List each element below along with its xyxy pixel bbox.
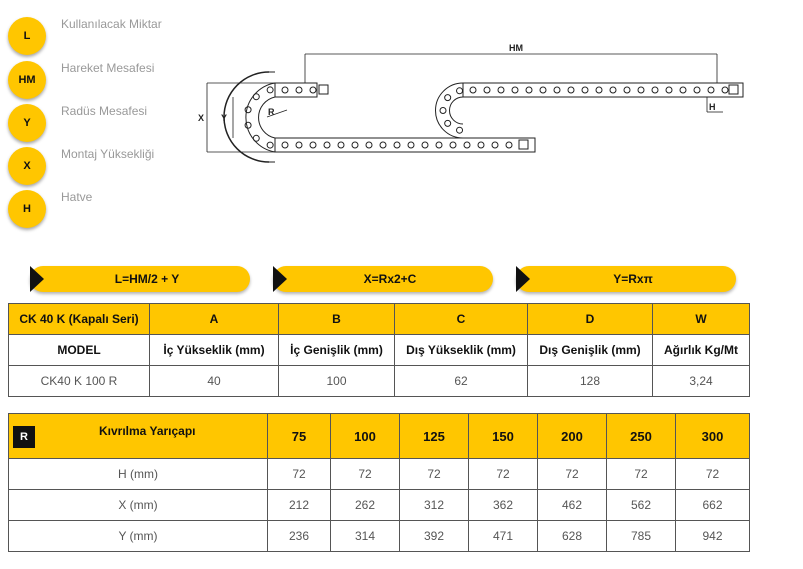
- chain-link-pin: [464, 142, 470, 148]
- chain-link-pin: [422, 142, 428, 148]
- chain-link-pin: [440, 108, 446, 114]
- r-badge: R: [13, 426, 35, 448]
- chain-link-pin: [708, 87, 714, 93]
- radius-col: 300: [676, 414, 750, 459]
- chain-link-pin: [310, 142, 316, 148]
- chain-link-pin: [380, 142, 386, 148]
- table-row: [9, 521, 750, 552]
- table-cell: 236: [268, 521, 331, 552]
- legend-badge: L: [8, 17, 46, 55]
- chain-link-pin: [596, 87, 602, 93]
- spec-value-row: [9, 366, 750, 397]
- row-label: X (mm): [9, 490, 268, 521]
- table-cell: Dış Genişlik (mm): [528, 335, 653, 366]
- table-cell: 212: [268, 490, 331, 521]
- radius-header-row: [9, 414, 750, 459]
- chain-link-pin: [324, 142, 330, 148]
- formula-text: X=Rx2+C: [363, 272, 417, 286]
- chain-link-pin: [296, 87, 302, 93]
- table-cell: 262: [331, 490, 400, 521]
- chain-link-pin: [310, 87, 316, 93]
- end-marker-bottom: [519, 140, 528, 149]
- chain-link-pin: [445, 120, 451, 126]
- table-cell: 392: [400, 521, 469, 552]
- chain-link-pin: [445, 95, 451, 101]
- table-cell: CK40 K 100 R: [9, 366, 150, 397]
- table-cell: 62: [395, 366, 528, 397]
- formula-x: [273, 266, 493, 292]
- chain-link-pin: [457, 88, 463, 94]
- spec-header-row: [9, 304, 750, 335]
- chain-link-pin: [245, 107, 251, 113]
- chain-bottom-run: [275, 138, 535, 152]
- chain-link-pin: [554, 87, 560, 93]
- table-cell: Dış Yükseklik (mm): [395, 335, 528, 366]
- spec-table: [8, 303, 750, 397]
- table-cell: 362: [469, 490, 538, 521]
- table-cell: MODEL: [9, 335, 150, 366]
- legend-badge: X: [8, 147, 46, 185]
- chain-link-pin: [624, 87, 630, 93]
- left-bend-inner: [259, 97, 275, 138]
- table-cell: 785: [607, 521, 676, 552]
- formula-text: L=HM/2 + Y: [114, 272, 180, 286]
- chain-link-pin: [484, 87, 490, 93]
- table-cell: Ağırlık Kg/Mt: [653, 335, 750, 366]
- radius-table: [8, 413, 750, 552]
- radius-col: 250: [607, 414, 676, 459]
- table-cell: 628: [538, 521, 607, 552]
- chain-link-pin: [652, 87, 658, 93]
- spec-label-row: [9, 335, 750, 366]
- table-cell: 72: [331, 459, 400, 490]
- chain-link-pin: [526, 87, 532, 93]
- chain-link-pin: [267, 87, 273, 93]
- chain-link-pin: [568, 87, 574, 93]
- spec-series-cell: CK 40 K (Kapalı Seri): [9, 304, 150, 335]
- table-cell: 942: [676, 521, 750, 552]
- chain-link-pin: [408, 142, 414, 148]
- chain-link-pin: [450, 142, 456, 148]
- row-label: Y (mm): [9, 521, 268, 552]
- formula-text: Y=Rxπ: [613, 272, 653, 286]
- table-cell: 100: [279, 366, 395, 397]
- radius-col: 150: [469, 414, 538, 459]
- spec-col-d: D: [528, 304, 653, 335]
- legend-badge: Y: [8, 104, 46, 142]
- table-cell: 72: [676, 459, 750, 490]
- chain-link-pin: [296, 142, 302, 148]
- legend-text: Hareket Mesafesi: [61, 61, 155, 75]
- r-label: R: [268, 107, 275, 117]
- spec-col-a: A: [150, 304, 279, 335]
- x-label: X: [198, 113, 205, 123]
- end-marker-top-left: [319, 85, 328, 94]
- arrow-icon: [516, 266, 530, 292]
- table-cell: İç Yükseklik (mm): [150, 335, 279, 366]
- table-cell: 3,24: [653, 366, 750, 397]
- hm-label: HM: [509, 43, 523, 53]
- radius-col: 100: [331, 414, 400, 459]
- table-cell: 562: [607, 490, 676, 521]
- y-label: Y: [221, 113, 228, 123]
- table-cell: 314: [331, 521, 400, 552]
- chain-link-pin: [506, 142, 512, 148]
- table-cell: 72: [607, 459, 676, 490]
- legend-text: Hatve: [61, 190, 93, 204]
- chain-link-pin: [282, 142, 288, 148]
- end-marker-top-right: [729, 85, 738, 94]
- left-bracket: [224, 72, 269, 162]
- chain-link-pin: [267, 142, 273, 148]
- table-row: [9, 459, 750, 490]
- chain-link-pin: [245, 122, 251, 128]
- legend-badge: HM: [8, 61, 46, 99]
- formula-l: [30, 266, 250, 292]
- chain-link-pin: [253, 135, 259, 141]
- table-cell: 471: [469, 521, 538, 552]
- radius-title-cell: [9, 414, 268, 459]
- chain-link-pin: [610, 87, 616, 93]
- chain-link-pin: [352, 142, 358, 148]
- chain-link-pin: [722, 87, 728, 93]
- chain-link-pin: [436, 142, 442, 148]
- table-cell: 72: [400, 459, 469, 490]
- table-cell: 128: [528, 366, 653, 397]
- table-cell: 662: [676, 490, 750, 521]
- chain-link-pin: [282, 87, 288, 93]
- spec-col-b: B: [279, 304, 395, 335]
- mid-bend-inner: [450, 97, 464, 124]
- table-cell: 40: [150, 366, 279, 397]
- spec-col-c: C: [395, 304, 528, 335]
- chain-link-pin: [540, 87, 546, 93]
- legend-text: Radüs Mesafesi: [61, 104, 148, 118]
- chain-link-pin: [457, 127, 463, 133]
- chain-link-pin: [470, 87, 476, 93]
- radius-col: 125: [400, 414, 469, 459]
- chain-link-pin: [680, 87, 686, 93]
- radius-label: Kıvrılma Yarıçapı: [99, 424, 196, 438]
- legend-badge: H: [8, 190, 46, 228]
- arrow-icon: [30, 266, 44, 292]
- chain-link-pin: [366, 142, 372, 148]
- table-cell: 72: [538, 459, 607, 490]
- table-cell: İç Genişlik (mm): [279, 335, 395, 366]
- chain-link-pin: [253, 94, 259, 100]
- table-cell: 462: [538, 490, 607, 521]
- radius-col: 200: [538, 414, 607, 459]
- chain-link-pin: [694, 87, 700, 93]
- table-cell: 312: [400, 490, 469, 521]
- cable-chain-diagram: [195, 40, 755, 190]
- chain-link-pin: [394, 142, 400, 148]
- spec-col-w: W: [653, 304, 750, 335]
- chain-link-pin: [478, 142, 484, 148]
- table-cell: 72: [268, 459, 331, 490]
- chain-link-pin: [638, 87, 644, 93]
- legend-text: Kullanılacak Miktar: [61, 17, 162, 31]
- legend-text: Montaj Yüksekliği: [61, 147, 155, 161]
- table-row: [9, 490, 750, 521]
- row-label: H (mm): [9, 459, 268, 490]
- chain-link-pin: [492, 142, 498, 148]
- chain-link-pin: [582, 87, 588, 93]
- formula-y: [516, 266, 736, 292]
- chain-link-pin: [512, 87, 518, 93]
- radius-col: 75: [268, 414, 331, 459]
- chain-link-pin: [666, 87, 672, 93]
- chain-link-pin: [338, 142, 344, 148]
- table-cell: 72: [469, 459, 538, 490]
- h-label: H: [709, 102, 716, 112]
- arrow-icon: [273, 266, 287, 292]
- chain-top-right-run: [463, 83, 743, 97]
- chain-link-pin: [498, 87, 504, 93]
